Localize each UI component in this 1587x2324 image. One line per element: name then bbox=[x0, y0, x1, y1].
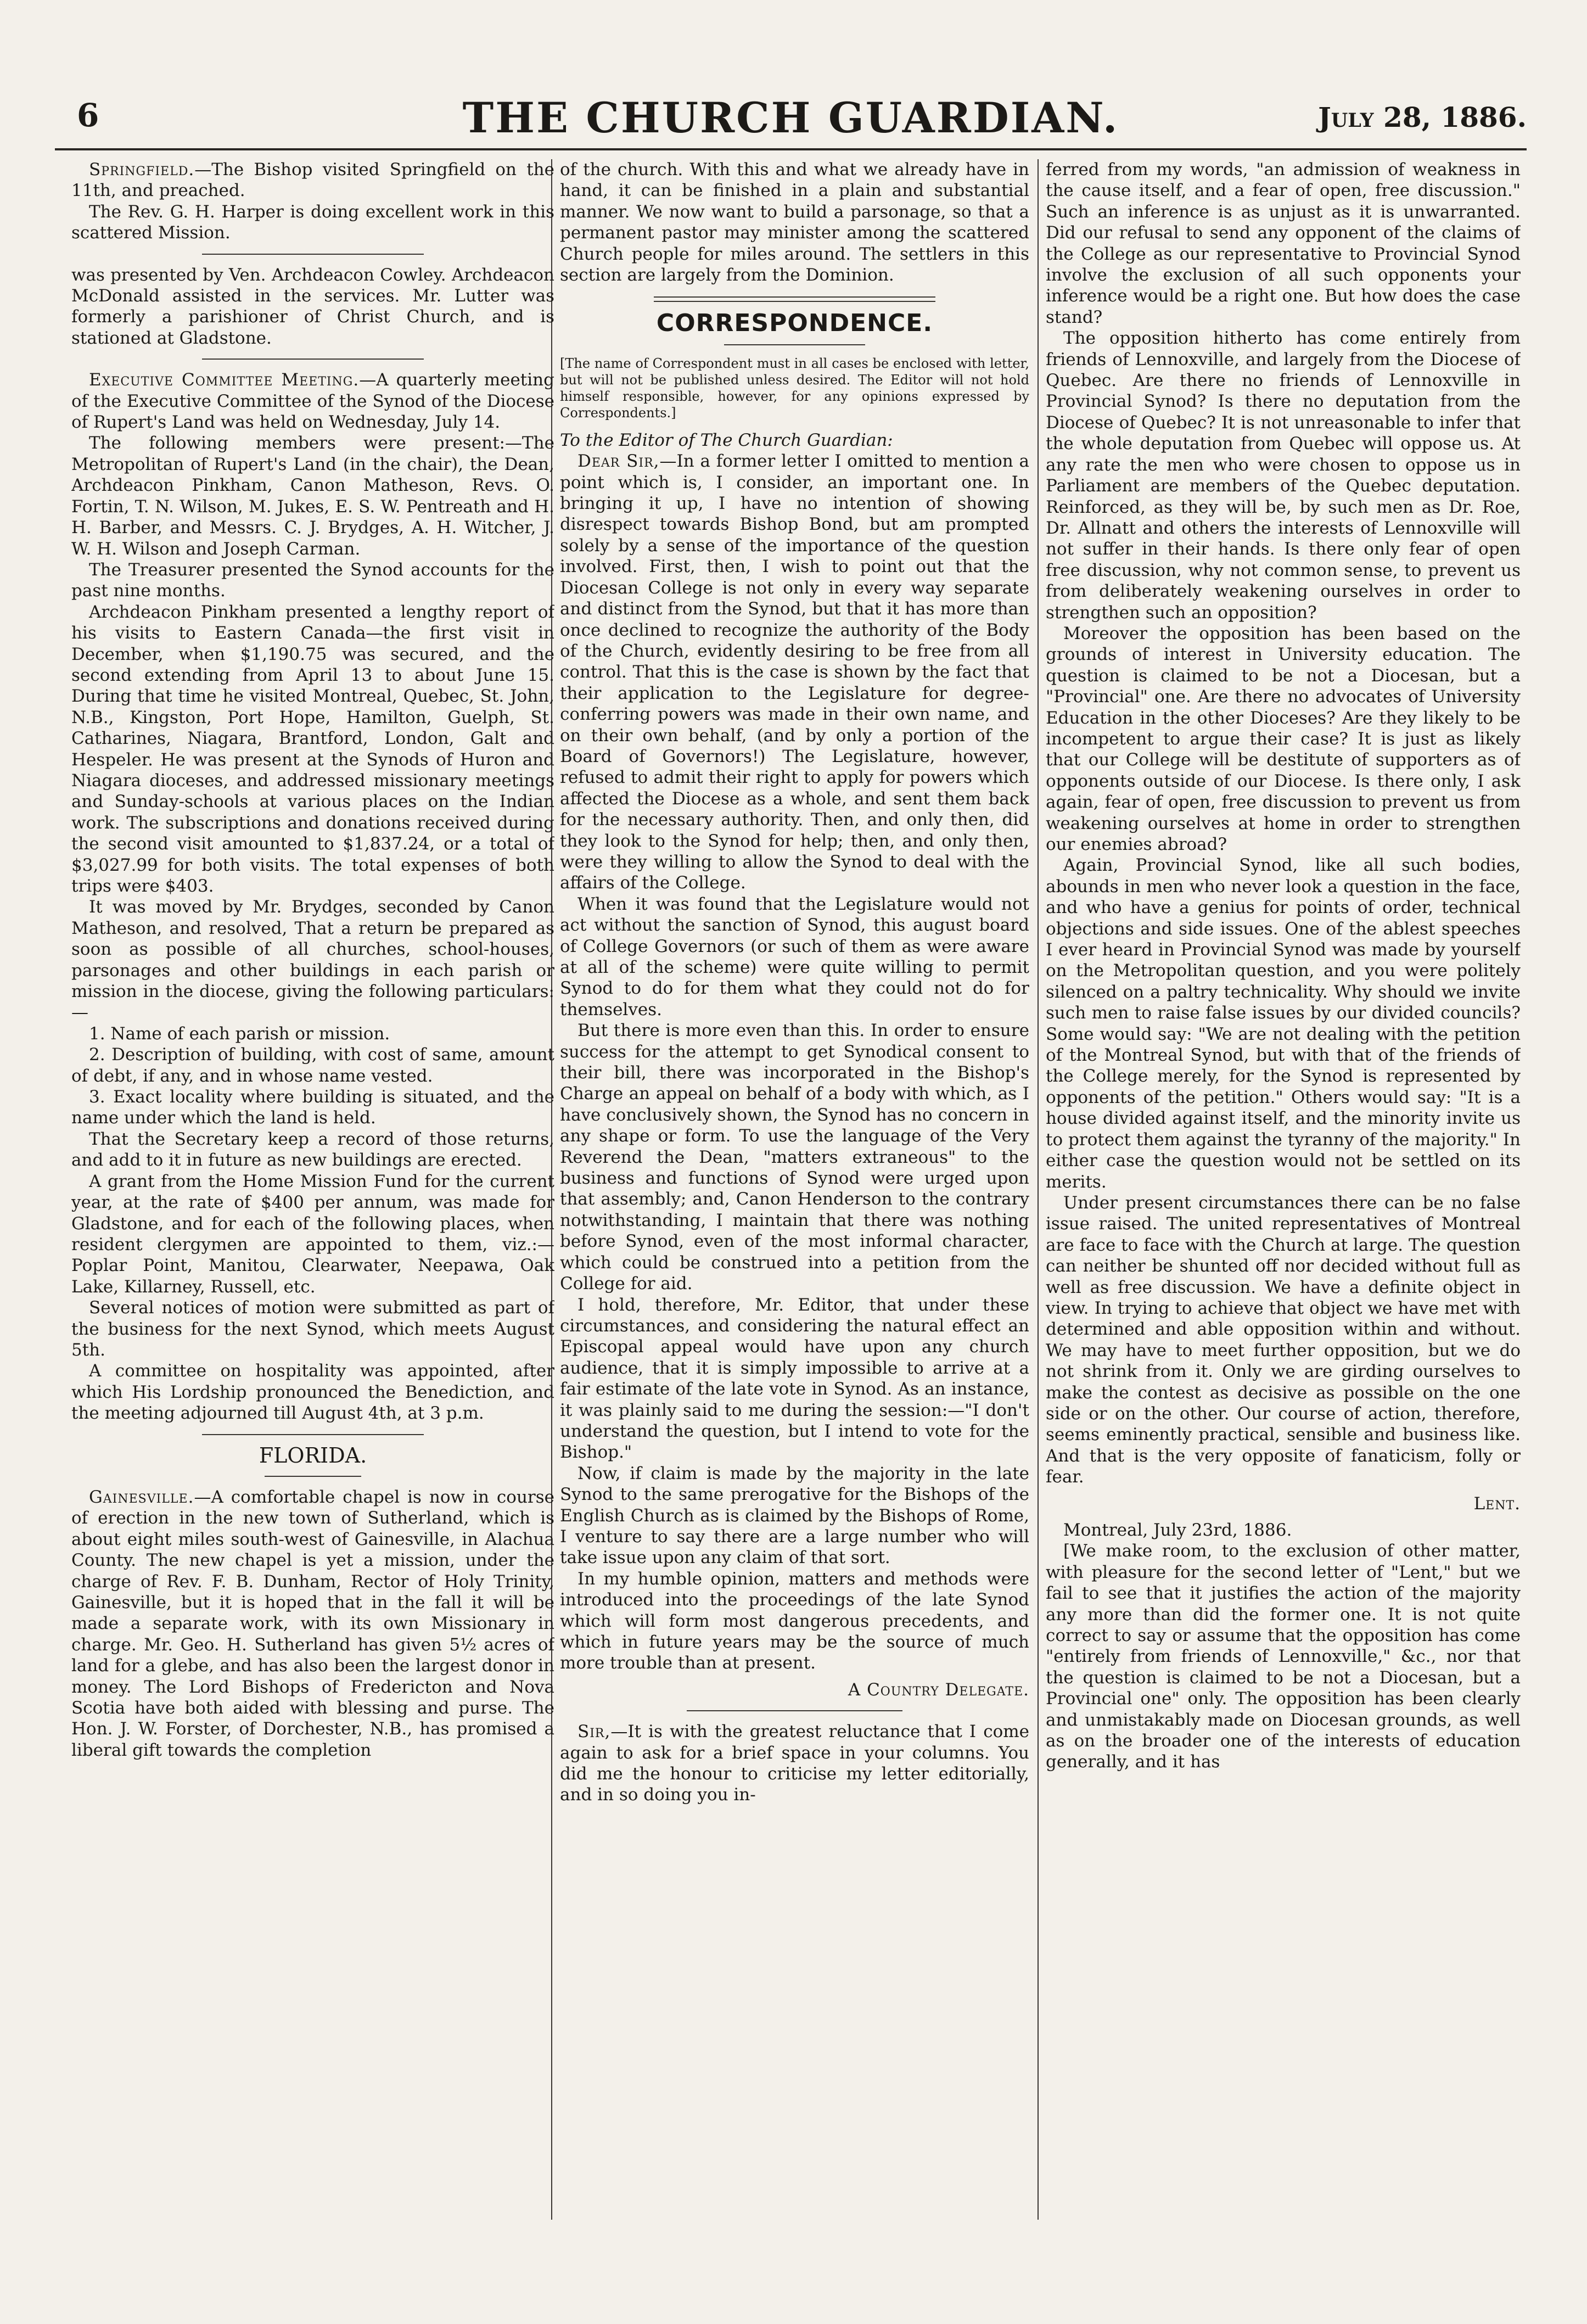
column-1 bbox=[71, 159, 554, 2220]
dateline-springfield: Springfield. bbox=[89, 160, 195, 180]
newspaper-title: THE CHURCH GUARDIAN. bbox=[462, 93, 1119, 142]
section-rule bbox=[265, 1476, 361, 1477]
column-3 bbox=[1046, 159, 1521, 2220]
paragraph: But there is more even than this. In order to ensure success for the attempt to get Synodical consent to their bill, there was incorporated in the Bishop's Charge an appeal on behalf of a body with which, as I have conclusively shown, the Synod has no concern in any shape or form. To use the language of the Very Reverend the Dean, "matters extraneous" to the business and functions of Synod were urged upon that assembly; and, Canon Henderson to the contrary notwithstanding, I maintain that there was nothing before Synod, even of the most informal character, which could be construed into a petition from the College for aid. bbox=[560, 1021, 1029, 1294]
dateline: Montreal, July 23rd, 1886. bbox=[1063, 1520, 1292, 1540]
paragraph: of the church. With this and what we already have in hand, it can be finished in a plain and substantial manner. We now want to build a parsonage, so that a permanent pastor may minister among the scattered Church people for miles around. The settlers in this section are largely from the Dominion. bbox=[560, 160, 1029, 285]
section-rule bbox=[202, 1434, 424, 1435]
section-heading-correspondence: CORRESPONDENCE. bbox=[656, 309, 933, 338]
paragraph: —It is with the greatest reluctance that I come again to ask for a brief space in your columns. You did me the honour to criticise my letter editorially, and in so doing you in- bbox=[560, 1722, 1029, 1805]
list-item: 3. Exact locality where building is situated, and the name under which the land is held. bbox=[71, 1087, 554, 1128]
editorial-notice: [The name of Correspondent must in all cases be enclosed with letter, but will not be published unless desired. The Editor will not hold himself responsible, however, for any opinions expressed by Correspondents.] bbox=[560, 355, 1029, 421]
paragraph: Under present circumstances there can be no false issue raised. The united representatives of Montreal are face to face with the Church at large. The question can neither be shunted off nor decided without full as well as free discussion. We have a definite object in view. In trying to achieve that object we have met with determined and able opposition within and without. We may have to meet further opposition, but we do not shrink from it. Only we are girding ourselves to make the contest as decisive as possible on the one side or on the other. Our course of action, therefore, seems eminently practical, sensible and business like. And that is the very opposite of fanaticism, folly or fear. bbox=[1046, 1192, 1521, 1487]
paragraph: —A comfortable chapel is now in course of erection in the new town of Sutherland, which is about eight miles south-west of Gainesville, in Alachua County. The new chapel is yet a mission, under the charge of Rev. F. B. Dunham, Rector of Holy Trinity, Gainesville, but it is hoped that in the fall it will be made a separate work, with its own Missionary in charge. Mr. Geo. H. Sutherland has given 5½ acres of land for a glebe, and has also been the largest donor in money. The Lord Bishops of Fredericton and Nova Scotia have both aided with blessing and purse. The Hon. J. W. Forster, of Dorchester, N.B., has promised a liberal gift towards the completion bbox=[71, 1487, 554, 1760]
section-heading-florida: FLORIDA. bbox=[259, 1443, 367, 1468]
section-rule bbox=[724, 344, 865, 345]
page-number: 6 bbox=[77, 97, 99, 134]
signature: Lent. bbox=[1473, 1493, 1521, 1514]
paragraph: was presented by Ven. Archdeacon Cowley. Archdeacon McDonald assisted in the services. Mr. Lutter was formerly a parishioner of Christ Church, and is stationed at Gladstone. bbox=[71, 265, 554, 348]
paragraph: Moreover the opposition has been based on the grounds of interest in University education. The question is claimed to be not a Diocesan, but a "Provincial" one. Are there no advocates of University Education in the other Dioceses? Are they likely to be incompetent to argue their case? It is just as likely that our College will be destitute of supporters as of opponents outside of our Diocese. Is there only, I ask again, fear of open, free discussion to prevent us from weakening ourselves at home in order to strengthen our enemies abroad? bbox=[1046, 623, 1521, 854]
paragraph: Several notices of motion were submitted as part of the business for the next Synod, which meets August 5th. bbox=[71, 1298, 554, 1360]
article-springfield bbox=[71, 159, 554, 201]
column-2 bbox=[560, 159, 1029, 2220]
list-item: 2. Description of building, with cost of same, amount of debt, if any, and in whose name vested. bbox=[71, 1045, 554, 1086]
paragraph: —A quarterly meeting of the Executive Committee of the Synod of the Diocese of Rupert's Land was held on Wednesday, July 14. bbox=[71, 370, 554, 433]
signature: A Country Delegate. bbox=[848, 1679, 1029, 1700]
paragraph: The Rev. G. H. Harper is doing excellent work in this scattered Mission. bbox=[71, 201, 554, 243]
article-gainesville bbox=[71, 1487, 554, 1761]
section-rule bbox=[654, 296, 935, 302]
paragraph: Again, Provincial Synod, like all such bodies, abounds in men who never look a question in the face, and who have a genius for points of order, technical objections and side issues. One of the ablest speeches I ever heard in Provincial Synod was made by yourself on the Metropolitan question, and you were politely silenced on a paltry technicality. Why should we invite such men to raise false issues by our divided councils? Some would say: "We are not dealing with the petition of the Montreal Synod, but with that of the friends of the College merely, for the Synod is represented by opponents of the petition." Others would say: "It is a house divided against itself, and the minority invite us to protect them against the tyranny of the majority." In either case the question would not be settled on its merits. bbox=[1046, 855, 1521, 1192]
section-rule bbox=[202, 254, 424, 255]
dateline-gainesville: Gainesville. bbox=[89, 1487, 194, 1507]
paragraph: The opposition hitherto has come entirely from friends of Lennoxville, and largely from the Diocese of Quebec. Are there no friends of Lennoxville in Provincial Synod? Is there no deputation from the Diocese of Quebec? It is not unreasonable to infer that the whole deputation from Quebec will oppose us. At any rate the men who were chosen to oppose us in Parliament are members of the Quebec deputation. Reinforced, as they will be, by such men as Dr. Roe, Dr. Allnatt and others the interests of Lennoxville will not suffer in their hands. Is there only fear of open free discussion, why not common sense, to prevent us from deliberately weakening ourselves in order to strengthen such an opposition? bbox=[1046, 328, 1521, 623]
masthead bbox=[55, 93, 1527, 150]
list-item: 1. Name of each parish or mission. bbox=[89, 1023, 390, 1044]
paragraph: —The Bishop visited Springfield on the 11th, and preached. bbox=[71, 160, 554, 201]
paragraph: The following members were present:—The Metropolitan of Rupert's Land (in the chair), the Dean, Archdeacon Pinkham, Canon Matheson, Revs. O. Fortin, T. N. Wilson, M. Jukes, E. S. W. Pentreath and H. H. Barber, and Messrs. C. J. Brydges, A. H. Witcher, J. W. H. Wilson and Joseph Carman. bbox=[71, 433, 554, 559]
paragraph: A committee on hospitality was appointed, after which His Lordship pronounced the Benediction, and the meeting adjourned till August 4th, at 3 p.m. bbox=[71, 1361, 554, 1424]
paragraph: It was moved by Mr. Brydges, seconded by Canon Matheson, and resolved, That a return be prepared as soon as possible of all churches, school-houses, parsonages and other buildings in each parish or mission in the diocese, giving the following particulars:— bbox=[71, 897, 554, 1023]
section-rule bbox=[202, 359, 424, 360]
paragraph: A grant from the Home Mission Fund for the current year, at the rate of $400 per annum, was made for Gladstone, and for each of the following places, when resident clergymen are appointed to them, viz.:—Poplar Point, Manitou, Clearwater, Neepawa, Oak Lake, Killarney, Russell, etc. bbox=[71, 1171, 554, 1297]
letter-paragraph bbox=[560, 451, 1029, 894]
paragraph: I hold, therefore, Mr. Editor, that under these circumstances, and considering the natural effect an Episcopal appeal would have upon any church audience, that it is simply impossible to arrive at a fair estimate of the late vote in Synod. As an instance, it was plainly said to me during the session:—"I don't understand the question, but I intend to vote for the Bishop." bbox=[560, 1295, 1029, 1463]
column-divider bbox=[1038, 159, 1039, 2220]
section-rule bbox=[687, 1710, 902, 1711]
editor-note: [We make room, to the exclusion of other matter, with pleasure for the second letter of "Lent," but we fail to see that it justifies the action of the majority any more than did the former one. It is not quite correct to say or assume that the opposition has come "entirely from friends of Lennoxville," &c., nor that the question is claimed to be not a Diocesan, but a Provincial one" only. The opposition has been clearly and unmistakably made on Diocesan grounds, as well as on the broader one of the interests of education generally, and it has bbox=[1046, 1541, 1521, 1772]
paragraph: Now, if claim is made by the majority in the late Synod to the same prerogative for the Bishops of the English Church as is claimed by the Bishops of Rome, I venture to say there are a large number who will take issue upon any claim of that sort. bbox=[560, 1463, 1029, 1568]
dateline-executive: Executive Committee Meeting. bbox=[89, 370, 360, 390]
salutation-heading: To the Editor of The Church Guardian: bbox=[560, 430, 893, 450]
paragraph: —In a former letter I omitted to mention a point which is, I consider, an important one. In bringing it up, I have no intention of showing disrespect towards Bishop Bond, but am prompted solely by a sense of the importance of the question involved. First, then, I wish to point out that the Diocesan College is not only in every way separate and distinct from the Synod, but that it has more than once declined to recognize the authority of the Body of the Church, evidently desiring to be free from all control. That this is the case is shown by the fact that their application to the Legislature for degree-conferring powers was made in their own name, and on their own behalf, (and by only a portion of the Board of Governors!) The Legislature, however, refused to admit their right to apply for powers which affected the Diocese as a whole, and sent them back for the necessary authority. Then, and only then, did they look to the Synod for help; then, and only then, were they willing to allow the Synod to deal with the affairs of the College. bbox=[560, 451, 1029, 893]
issue-date: July 28, 1886. bbox=[1318, 101, 1527, 133]
paragraph: In my humble opinion, matters and methods were introduced into the proceedings of the late Synod which will form most dangerous precedents, and which in future years may be the source of much more trouble than at present. bbox=[560, 1569, 1029, 1673]
paragraph: ferred from my words, "an admission of weakness in the cause itself, and a fear of open, free discussion." Such an inference is as unjust as it is unwarranted. Did our refusal to send any opponent of the claims of the College as our representative to Provincial Synod involve the exclusion of all such opponents your inference would be a right one. But how does the case stand? bbox=[1046, 160, 1521, 327]
paragraph: When it was found that the Legislature would not act without the sanction of Synod, this august board of College Governors (or such of them as were aware at all of the scheme) were quite willing to permit Synod to do for them what they could not do for themselves. bbox=[560, 894, 1029, 1020]
salutation: Dear Sir, bbox=[577, 451, 660, 472]
paragraph: Archdeacon Pinkham presented a lengthy report of his visits to Eastern Canada—the first visit in December, when $1,190.75 was secured, and the second extending from April 13 to about June 15. During that time he visited Montreal, Quebec, St. John, N.B., Kingston, Port Hope, Hamilton, Guelph, St. Catharines, Niagara, Brantford, London, Galt and Hespeler. He was present at the Synods of Huron and Niagara dioceses, and addressed missionary meetings and Sunday-schools at various places on the Indian work. The subscriptions and donations received during the second visit amounted to $1,837.24, or a total of $3,027.99 for both visits. The total expenses of both trips were $403. bbox=[71, 602, 554, 896]
article-executive-committee bbox=[71, 369, 554, 433]
paragraph: That the Secretary keep a record of those returns, and add to it in future as new buildings are erected. bbox=[71, 1129, 554, 1171]
particulars-list bbox=[71, 1023, 554, 1129]
letter-paragraph bbox=[560, 1721, 1029, 1806]
salutation: Sir, bbox=[577, 1722, 611, 1742]
paragraph: The Treasurer presented the Synod accounts for the past nine months. bbox=[71, 559, 554, 601]
